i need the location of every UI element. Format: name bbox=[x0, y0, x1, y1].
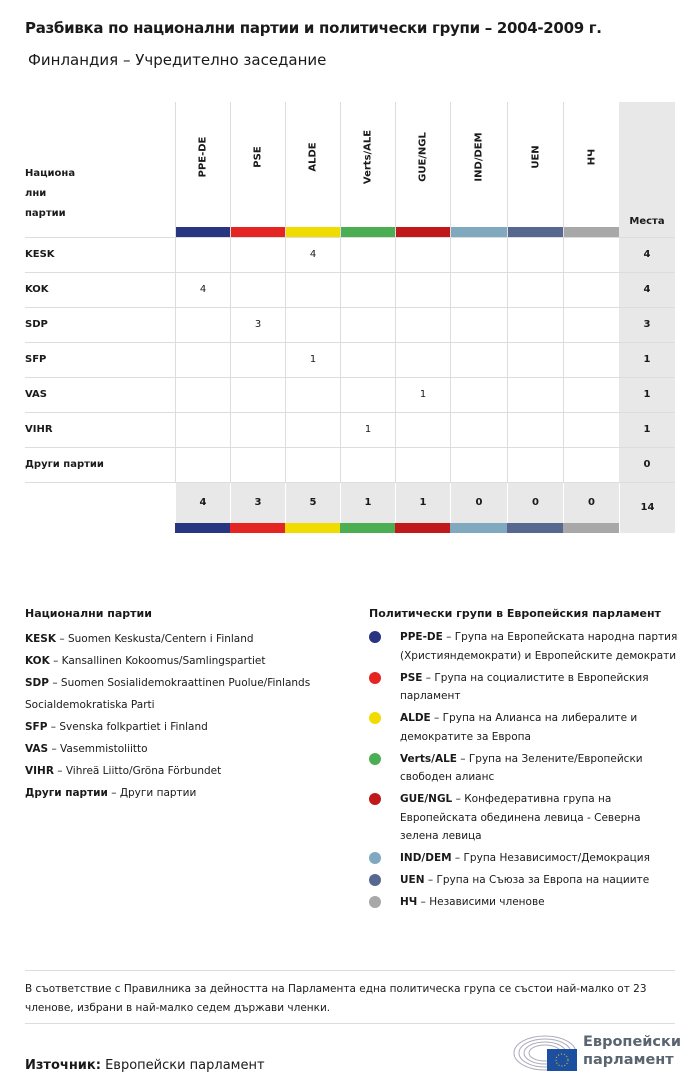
group-total: 0 bbox=[563, 483, 619, 523]
group-color-bar bbox=[285, 523, 340, 533]
party-full-name: Kansallinen Kokoomus/Samlingspartiet bbox=[61, 655, 266, 667]
source-label: Източник: bbox=[25, 1058, 101, 1073]
group-column-header bbox=[450, 102, 507, 237]
group-total: 5 bbox=[285, 483, 340, 523]
seat-cell: 3 bbox=[230, 308, 285, 343]
group-color-dot-icon bbox=[369, 852, 381, 864]
table-row bbox=[25, 237, 675, 272]
row-header-line: партии bbox=[25, 208, 66, 219]
group-color-bar bbox=[450, 523, 507, 533]
seat-cell bbox=[340, 343, 395, 378]
political-groups-legend bbox=[369, 607, 679, 915]
national-party-item: SDP – Suomen Sosialidemokraattinen Puolue/Finlands Socialdemokratiska Parti bbox=[25, 677, 311, 711]
party-full-name: Други партии bbox=[119, 787, 197, 799]
seat-cell: 1 bbox=[395, 378, 450, 413]
seat-cell bbox=[507, 413, 563, 448]
group-abbr: НЧ bbox=[400, 896, 418, 908]
seat-cell bbox=[450, 378, 507, 413]
seat-cell bbox=[450, 413, 507, 448]
seat-cell bbox=[507, 273, 563, 308]
legend-title: Политически групи в Европейския парламент bbox=[369, 607, 661, 620]
seat-cell bbox=[395, 308, 450, 343]
seat-cell bbox=[395, 343, 450, 378]
group-abbr: ALDE bbox=[400, 712, 431, 724]
seat-cell bbox=[563, 308, 619, 343]
seat-cell bbox=[450, 238, 507, 273]
group-abbr: Verts/ALE bbox=[400, 752, 457, 765]
source-value: Европейски парламент bbox=[105, 1058, 265, 1073]
national-party-item: VAS – Vasemmistoliitto bbox=[25, 743, 148, 755]
group-color-bar bbox=[564, 227, 619, 237]
group-column-header bbox=[340, 102, 395, 237]
national-parties-legend bbox=[25, 607, 345, 804]
seat-cell bbox=[175, 378, 230, 413]
seat-cell bbox=[395, 273, 450, 308]
group-full-name: Група на Алианса на либералите и демократите за Европа bbox=[400, 712, 638, 743]
table-header bbox=[25, 102, 675, 237]
group-name: ALDE bbox=[307, 142, 319, 172]
group-abbr: GUE/NGL bbox=[400, 793, 453, 805]
national-party-item: KESK – Suomen Keskusta/Centern i Finland bbox=[25, 633, 254, 645]
group-name: GUE/NGL bbox=[417, 132, 429, 182]
seat-cell bbox=[395, 448, 450, 483]
group-total: 3 bbox=[230, 483, 285, 523]
seat-cell bbox=[395, 238, 450, 273]
seat-cell bbox=[340, 308, 395, 343]
european-parliament-logo bbox=[513, 1033, 682, 1073]
national-party-item: SFP – Svenska folkpartiet i Finland bbox=[25, 721, 208, 733]
group-color-dot-icon bbox=[369, 874, 381, 886]
group-abbr: PSE bbox=[400, 671, 423, 684]
group-full-name: Група Независимост/Демокрация bbox=[463, 852, 650, 864]
group-full-name: Група на социалистите в Европейския парламент bbox=[400, 671, 649, 702]
political-group-item: UEN – Група на Съюза за Европа на нациите bbox=[369, 871, 679, 890]
seat-cell bbox=[340, 238, 395, 273]
party-name: SFP bbox=[25, 354, 47, 365]
political-group-item: IND/DEM – Група Независимост/Демокрация bbox=[369, 849, 679, 868]
seat-cell bbox=[175, 448, 230, 483]
seat-cell bbox=[230, 343, 285, 378]
party-name: SDP bbox=[25, 319, 48, 330]
political-group-item: GUE/NGL – Конфедеративна група на Европейската обединена левица - Северна зелена левица bbox=[369, 790, 679, 846]
party-abbr: VIHR bbox=[25, 765, 54, 777]
seat-cell bbox=[285, 273, 340, 308]
group-column-header bbox=[563, 102, 619, 237]
seat-cell bbox=[175, 308, 230, 343]
political-group-item: НЧ – Независими членове bbox=[369, 893, 679, 912]
group-abbr: UEN bbox=[400, 874, 425, 886]
group-full-name: Независими членове bbox=[429, 896, 545, 908]
group-full-name: Група на Съюза за Европа на нациите bbox=[436, 874, 650, 886]
seat-cell bbox=[340, 448, 395, 483]
seat-cell bbox=[563, 448, 619, 483]
party-name: KOK bbox=[25, 284, 49, 295]
table-row bbox=[25, 377, 675, 412]
seat-cell bbox=[507, 308, 563, 343]
group-color-dot-icon bbox=[369, 672, 381, 684]
party-seats: 4 bbox=[619, 273, 675, 308]
seat-cell bbox=[450, 448, 507, 483]
source bbox=[25, 1058, 265, 1073]
party-abbr: Други партии bbox=[25, 787, 108, 799]
table-row bbox=[25, 342, 675, 377]
seat-cell bbox=[340, 378, 395, 413]
group-full-name: Група на Зелените/Европейски свободен алианс bbox=[400, 752, 643, 783]
seat-cell bbox=[230, 238, 285, 273]
group-color-bar bbox=[395, 523, 450, 533]
political-group-item: PPE-DE – Група на Европейската народна партия (Християндемократи) и Европейските демократи bbox=[369, 628, 679, 665]
table-row bbox=[25, 412, 675, 447]
political-group-item: ALDE – Група на Алианса на либералите и демократите за Европа bbox=[369, 709, 679, 746]
seat-cell: 1 bbox=[340, 413, 395, 448]
party-abbr: VAS bbox=[25, 743, 49, 755]
party-seats: 4 bbox=[619, 238, 675, 273]
group-column-header bbox=[285, 102, 340, 237]
logo-line: Европейски bbox=[583, 1034, 682, 1050]
party-seats: 1 bbox=[619, 413, 675, 448]
seat-cell bbox=[395, 413, 450, 448]
group-color-dot-icon bbox=[369, 753, 381, 765]
group-color-bar bbox=[507, 523, 563, 533]
group-total: 1 bbox=[395, 483, 450, 523]
party-full-name: Suomen Sosialidemokraattinen Puolue/Finlands Socialdemokratiska Parti bbox=[25, 677, 311, 711]
group-name: НЧ bbox=[586, 148, 597, 166]
seat-cell: 4 bbox=[175, 273, 230, 308]
seat-cell bbox=[230, 378, 285, 413]
political-group-item: Verts/ALE – Група на Зелените/Европейски свободен алианс bbox=[369, 750, 679, 787]
seat-cell bbox=[507, 343, 563, 378]
seat-cell bbox=[230, 273, 285, 308]
seats-header bbox=[619, 102, 675, 237]
total-seats: 14 bbox=[619, 483, 675, 533]
group-color-bar bbox=[286, 227, 340, 237]
group-name: PPE-DE bbox=[197, 136, 209, 178]
group-name: UEN bbox=[530, 145, 541, 169]
page-title: Разбивка по национални партии и политически групи – 2004-2009 г. bbox=[25, 19, 602, 37]
seat-cell bbox=[285, 448, 340, 483]
group-name: PSE bbox=[252, 146, 264, 168]
party-seats: 1 bbox=[619, 378, 675, 413]
party-name: VIHR bbox=[25, 424, 53, 435]
seat-cell bbox=[230, 413, 285, 448]
party-abbr: KESK bbox=[25, 633, 57, 645]
table-row bbox=[25, 272, 675, 307]
national-party-item: Други партии – Други партии bbox=[25, 787, 197, 799]
table-row bbox=[25, 307, 675, 342]
national-party-item: KOK – Kansallinen Kokoomus/Samlingspartiet bbox=[25, 655, 266, 667]
group-color-bar bbox=[451, 227, 507, 237]
group-color-dot-icon bbox=[369, 793, 381, 805]
row-header-line: лни bbox=[25, 188, 47, 199]
seat-cell bbox=[563, 273, 619, 308]
party-abbr: SFP bbox=[25, 721, 48, 733]
seat-cell bbox=[285, 413, 340, 448]
group-color-bar bbox=[340, 523, 395, 533]
group-column-header bbox=[175, 102, 230, 237]
party-name: Други партии bbox=[25, 459, 104, 470]
group-color-bar bbox=[231, 227, 285, 237]
party-full-name: Vihreä Liitto/Gröna Förbundet bbox=[65, 765, 222, 777]
party-seats: 1 bbox=[619, 343, 675, 378]
group-total: 1 bbox=[340, 483, 395, 523]
seat-cell bbox=[285, 378, 340, 413]
seat-cell bbox=[563, 378, 619, 413]
party-abbr: KOK bbox=[25, 655, 50, 667]
group-color-bar bbox=[563, 523, 619, 533]
seat-cell bbox=[507, 378, 563, 413]
seat-cell bbox=[563, 238, 619, 273]
political-group-item: PSE – Група на социалистите в Европейския парламент bbox=[369, 669, 679, 706]
group-color-dot-icon bbox=[369, 631, 381, 643]
party-abbr: SDP bbox=[25, 677, 49, 689]
group-abbr: PPE-DE bbox=[400, 631, 443, 643]
seat-cell: 1 bbox=[285, 343, 340, 378]
row-header bbox=[25, 164, 75, 224]
group-color-dot-icon bbox=[369, 712, 381, 724]
seat-cell bbox=[450, 308, 507, 343]
row-header-line: Национа bbox=[25, 168, 76, 179]
group-color-bar bbox=[396, 227, 450, 237]
seat-cell bbox=[450, 343, 507, 378]
party-name: KESK bbox=[25, 249, 55, 260]
seats-header-label: Места bbox=[629, 216, 665, 227]
group-column-header bbox=[230, 102, 285, 237]
group-color-bar bbox=[175, 523, 230, 533]
seat-cell bbox=[450, 273, 507, 308]
seat-cell bbox=[175, 343, 230, 378]
seat-cell bbox=[563, 343, 619, 378]
parliament-hemicycle-icon bbox=[513, 1033, 579, 1073]
seat-cell: 4 bbox=[285, 238, 340, 273]
totals-row bbox=[25, 482, 675, 532]
group-total: 0 bbox=[507, 483, 563, 523]
seats-table bbox=[25, 102, 675, 532]
seat-cell bbox=[230, 448, 285, 483]
party-full-name: Svenska folkpartiet i Finland bbox=[59, 721, 208, 733]
group-color-dot-icon bbox=[369, 896, 381, 908]
group-abbr: IND/DEM bbox=[400, 852, 452, 864]
seat-cell bbox=[563, 413, 619, 448]
party-full-name: Vasemmistoliitto bbox=[60, 743, 148, 755]
group-column-header bbox=[395, 102, 450, 237]
group-total: 0 bbox=[450, 483, 507, 523]
party-seats: 0 bbox=[619, 448, 675, 483]
party-name: VAS bbox=[25, 389, 48, 400]
group-name: Verts/ALE bbox=[362, 129, 374, 185]
seat-cell bbox=[175, 413, 230, 448]
national-party-item: VIHR – Vihreä Liitto/Gröna Förbundet bbox=[25, 765, 222, 777]
group-total: 4 bbox=[175, 483, 230, 523]
party-full-name: Suomen Keskusta/Centern i Finland bbox=[67, 633, 254, 645]
group-color-bar bbox=[230, 523, 285, 533]
table-row bbox=[25, 447, 675, 482]
group-color-bar bbox=[341, 227, 395, 237]
seat-cell bbox=[175, 238, 230, 273]
group-color-bar bbox=[508, 227, 563, 237]
rules-note: В съответствие с Правилника за дейността на Парламента една политическа група се състои най-малко от 23 членове, избрани в най-малко седем държави членки. bbox=[25, 970, 675, 1024]
page-subtitle: Финландия – Учредително заседание bbox=[28, 51, 327, 69]
seat-cell bbox=[507, 238, 563, 273]
logo-line: парламент bbox=[583, 1052, 674, 1068]
seat-cell bbox=[507, 448, 563, 483]
seat-cell bbox=[285, 308, 340, 343]
group-full-name: Група на Европейската народна партия (Християндемократи) и Европейските демократи bbox=[400, 631, 678, 662]
seat-cell bbox=[340, 273, 395, 308]
group-full-name: Конфедеративна група на Европейската обединена левица - Северна зелена левица bbox=[400, 793, 641, 842]
group-color-bar bbox=[176, 227, 230, 237]
group-column-header bbox=[507, 102, 563, 237]
party-seats: 3 bbox=[619, 308, 675, 343]
legend-title: Национални партии bbox=[25, 607, 152, 620]
group-name: IND/DEM bbox=[473, 132, 485, 182]
